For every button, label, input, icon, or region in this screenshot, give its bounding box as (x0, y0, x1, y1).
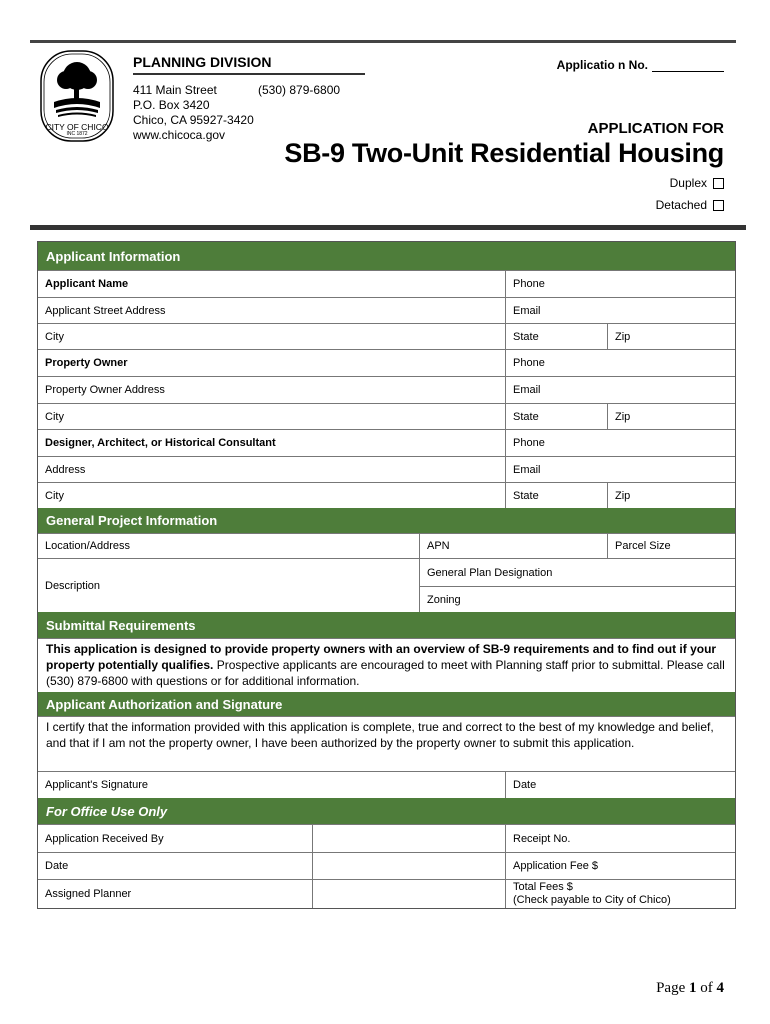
form-row (38, 558, 735, 612)
applicant-zip-field[interactable]: Zip (607, 324, 735, 349)
option-label: Duplex (669, 176, 707, 190)
check-payable-note: (Check payable to City of Chico) (513, 894, 671, 906)
application-number-field[interactable] (652, 60, 724, 72)
form-row (38, 403, 735, 429)
form-row (38, 376, 735, 403)
logo-text: CITY OF CHICO (45, 122, 109, 132)
submittal-normal-text: Prospective applicants are encouraged to meet with Planning staff prior to submittal. Please call (530) 879-6800 with questions or for additional information. (46, 658, 725, 688)
assigned-planner-value[interactable] (312, 880, 505, 908)
form-row (38, 879, 735, 908)
section-submittal: Submittal Requirements (38, 612, 735, 638)
property-owner-field[interactable]: Property Owner (45, 357, 128, 369)
total-fees-label: Total Fees $ (513, 881, 573, 893)
form-row (38, 533, 735, 558)
page-title: SB-9 Two-Unit Residential Housing (284, 138, 724, 168)
owner-phone-field[interactable]: Phone (505, 350, 735, 376)
designer-field[interactable]: Designer, Architect, or Historical Consultant (45, 437, 276, 449)
form-row (38, 429, 735, 456)
current-page: 1 (689, 980, 697, 996)
designer-zip-field[interactable]: Zip (607, 483, 735, 508)
form-row (38, 824, 735, 852)
applicant-phone-field[interactable]: Phone (505, 271, 735, 297)
received-by-value[interactable] (312, 825, 505, 852)
address-line: P.O. Box 3420 (133, 98, 210, 112)
division-rule (133, 73, 365, 75)
page-number: Page 1 of 4 (656, 980, 724, 996)
option-duplex (670, 176, 724, 190)
option-detached (656, 198, 724, 212)
owner-email-field[interactable]: Email (505, 377, 735, 403)
form-row (38, 297, 735, 323)
application-number-label: Applicatio n No. (556, 58, 648, 72)
assigned-planner-field[interactable]: Assigned Planner (45, 888, 132, 900)
section-authorization: Applicant Authorization and Signature (38, 692, 735, 716)
applicant-signature-field[interactable]: Applicant's Signature (45, 779, 148, 791)
designer-phone-field[interactable]: Phone (505, 430, 735, 456)
applicant-city-field[interactable]: City (45, 330, 64, 343)
form-row (38, 456, 735, 482)
application-number (557, 58, 724, 72)
certification-text: I certify that the information provided with this application is complete, true and correct to the best of my knowledge and belief, and that if I am not the property owner, I have been authorized by the property owner to submit this application. (38, 716, 735, 771)
header-divider (30, 225, 746, 230)
owner-state-field[interactable]: State (505, 404, 607, 429)
submittal-bold-text: This application is designed to provide property owners with an overview of SB-9 requirements and to find out if your property potentially qualifies. (46, 642, 717, 672)
owner-zip-field[interactable]: Zip (607, 404, 735, 429)
owner-address-field[interactable]: Property Owner Address (45, 384, 165, 396)
form-row (38, 771, 735, 798)
description-field[interactable]: Description (45, 579, 101, 592)
designer-email-field[interactable]: Email (505, 457, 735, 482)
application-fee-field[interactable]: Application Fee $ (505, 853, 735, 879)
form-row (38, 323, 735, 349)
plan-zoning-group (419, 559, 735, 612)
designer-address-field[interactable]: Address (45, 463, 86, 476)
total-fees-field[interactable] (505, 880, 735, 908)
duplex-checkbox[interactable] (713, 178, 724, 189)
receipt-no-field[interactable]: Receipt No. (505, 825, 735, 852)
received-by-field[interactable]: Application Received By (45, 832, 164, 845)
designer-city-field[interactable]: City (45, 489, 64, 502)
applicant-street-field[interactable]: Applicant Street Address (45, 304, 166, 317)
form-row (38, 270, 735, 297)
division-phone: (530) 879-6800 (258, 83, 341, 97)
office-date-field[interactable]: Date (45, 860, 69, 872)
form-row (38, 349, 735, 376)
section-applicant-info: Applicant Information (38, 242, 735, 270)
total-pages: 4 (716, 980, 724, 996)
zoning-field[interactable]: Zoning (420, 586, 735, 612)
division-name: PLANNING DIVISION (133, 54, 272, 70)
top-rule (30, 40, 736, 43)
location-field[interactable]: Location/Address (45, 540, 130, 552)
applicant-name-field[interactable]: Applicant Name (45, 278, 129, 290)
signature-date-field[interactable]: Date (505, 772, 735, 798)
general-plan-field[interactable]: General Plan Designation (427, 566, 553, 579)
form-row (38, 852, 735, 879)
form-row (38, 482, 735, 508)
detached-checkbox[interactable] (713, 200, 724, 211)
office-date-value[interactable] (312, 853, 505, 879)
applicant-state-field[interactable]: State (505, 324, 607, 349)
section-office-use: For Office Use Only (38, 798, 735, 824)
submittal-text (38, 638, 735, 692)
designer-state-field[interactable]: State (505, 483, 607, 508)
application-form (37, 241, 736, 909)
option-label: Detached (655, 198, 707, 212)
website: www.chicoca.gov (133, 128, 226, 142)
applicant-email-field[interactable]: Email (505, 298, 735, 323)
logo-inc: INC 1872 (66, 131, 88, 137)
application-for: APPLICATION FOR (587, 120, 724, 137)
apn-field[interactable]: APN (419, 534, 607, 558)
owner-city-field[interactable]: City (45, 410, 64, 423)
address-line: Chico, CA 95927-3420 (133, 113, 254, 127)
address-line: 411 Main Street (133, 83, 217, 97)
section-project-info: General Project Information (38, 508, 735, 533)
parcel-size-field[interactable]: Parcel Size (607, 534, 735, 558)
